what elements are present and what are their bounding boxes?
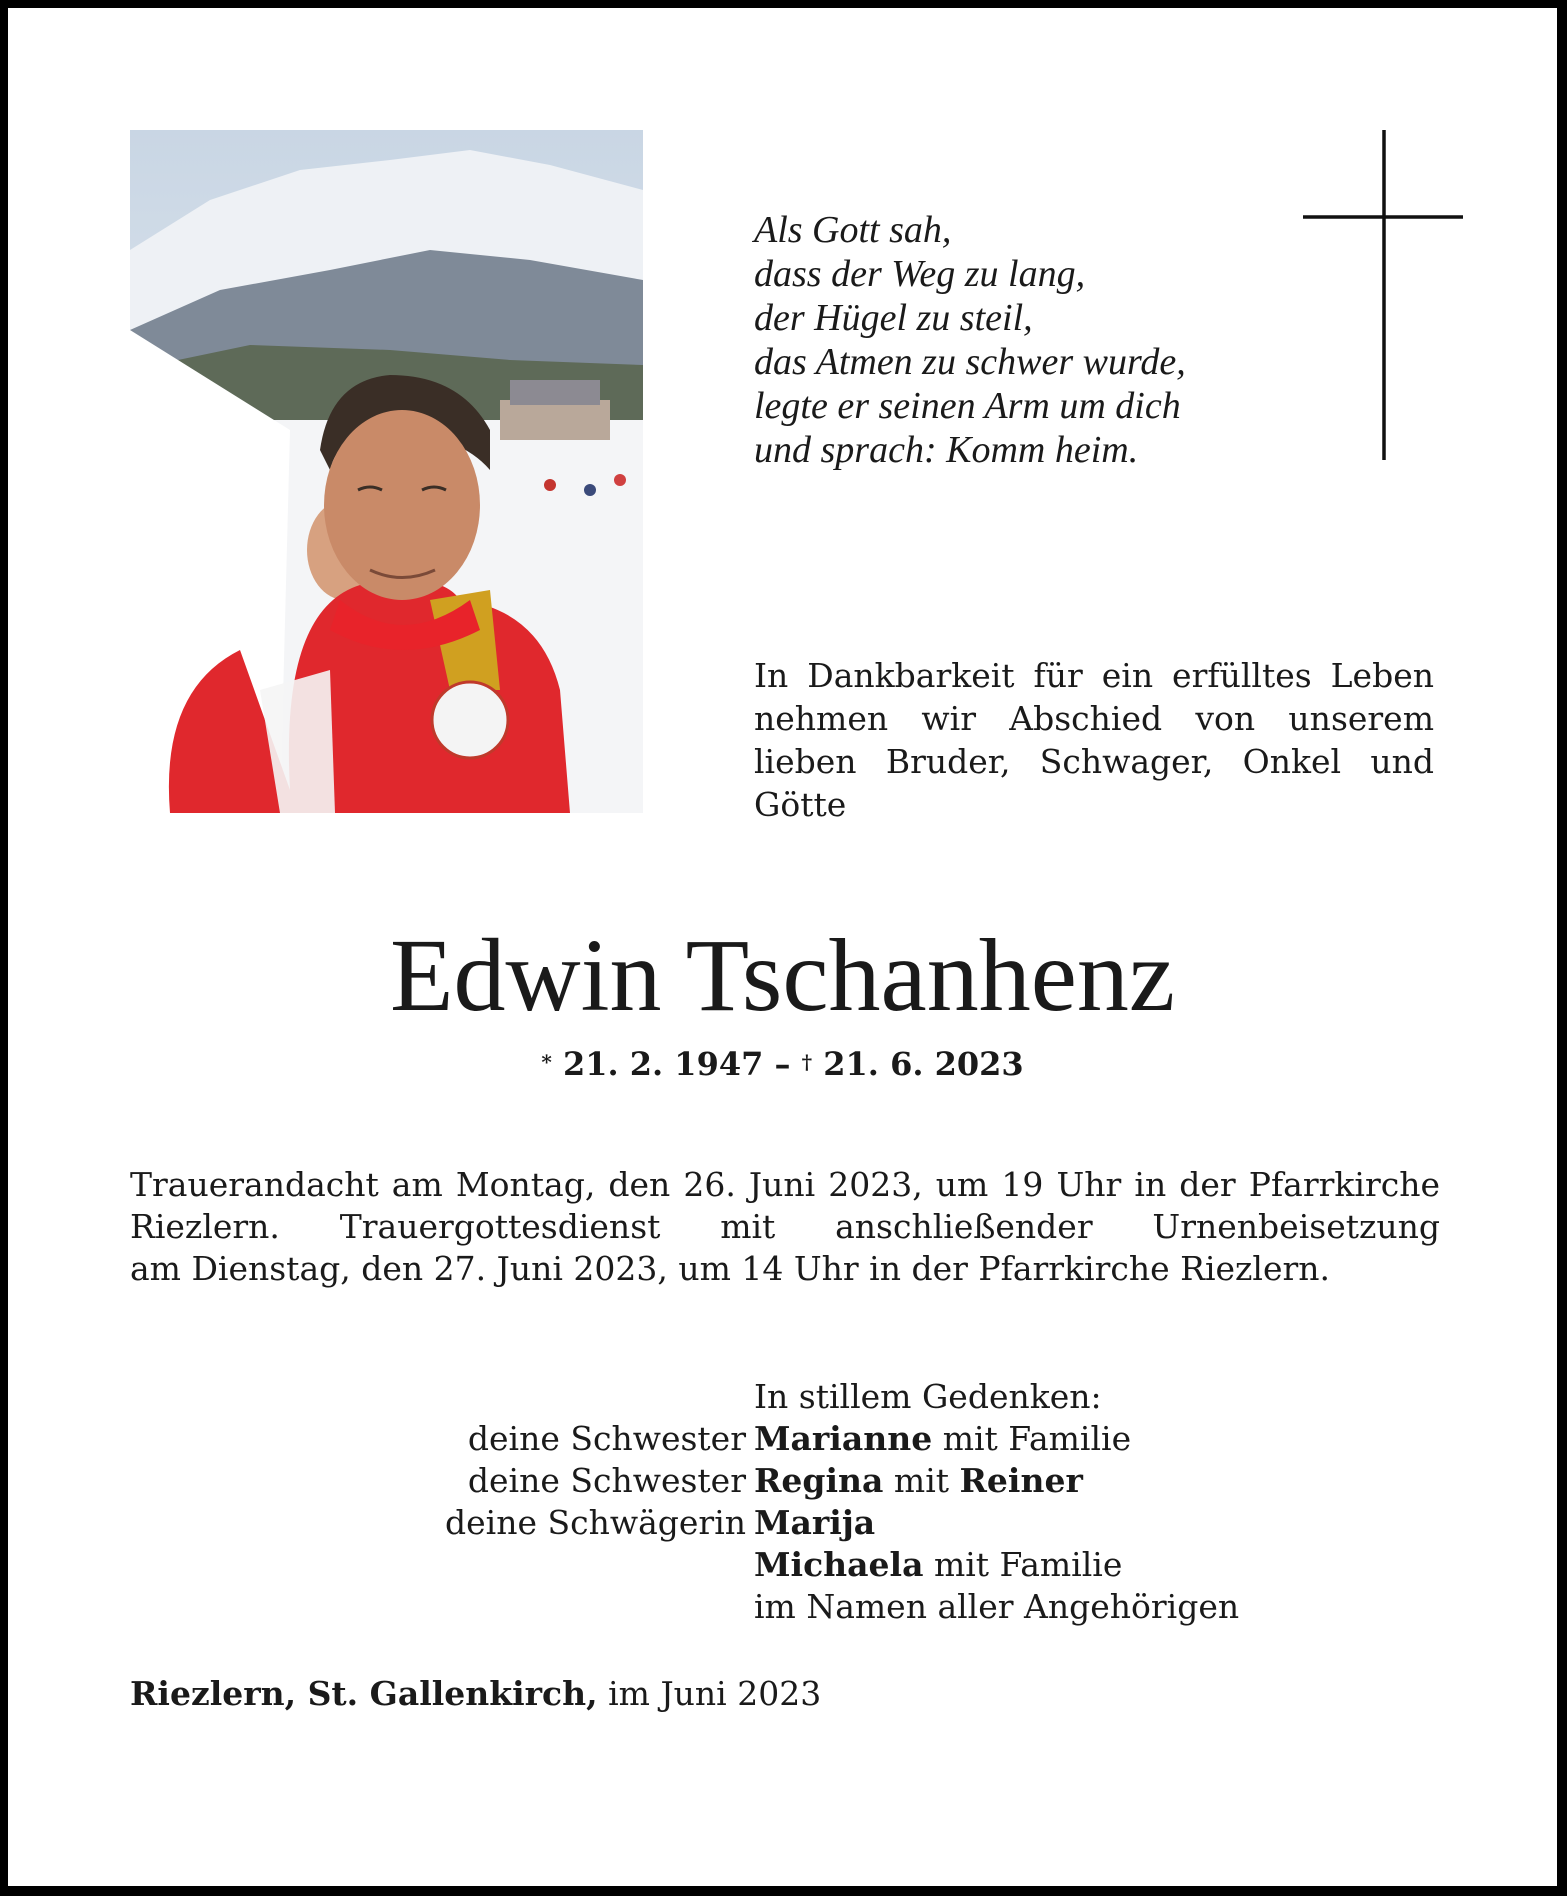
- obituary-card: [8, 8, 1557, 1886]
- mourner-relation: deine Schwester: [467, 1461, 746, 1500]
- birth-date: 21. 2. 1947: [562, 1045, 764, 1083]
- date-separator: –: [763, 1045, 802, 1083]
- mourners-closing: im Namen aller Angehörigen: [754, 1587, 1240, 1626]
- mourner-row: [130, 1502, 1440, 1544]
- mourner-name: Marianne: [754, 1419, 933, 1458]
- poem-line: Als Gott sah,: [754, 209, 952, 251]
- cross-icon: [1303, 130, 1463, 460]
- portrait-photo: [130, 130, 643, 813]
- signature-date: im Juni 2023: [597, 1674, 822, 1713]
- mourner-name: Marija: [754, 1503, 876, 1542]
- service-details: [130, 1164, 1440, 1290]
- mourner-suffix: mit Familie: [923, 1545, 1123, 1584]
- mourner-relation: deine Schwester: [467, 1419, 746, 1458]
- service-text: Trauerandacht am Montag, den 26. Juni 2023, um 19 Uhr in der Pfarrkirche Riezlern. Trauergottesdienst mit anschließender Urnenbeisetzung: [130, 1165, 1440, 1246]
- mourner-name: Regina: [754, 1461, 884, 1500]
- deceased-name: Edwin Tschanhenz: [389, 918, 1176, 1033]
- signature-places: Riezlern, St. Gallenkirch,: [130, 1674, 598, 1713]
- poem-line: der Hügel zu steil,: [754, 297, 1033, 339]
- mourner-relation: [130, 1544, 754, 1586]
- mourner-row: [130, 1544, 1440, 1586]
- mourner-suffix: mit: [883, 1461, 960, 1500]
- mourner-partner: Reiner: [959, 1461, 1083, 1500]
- poem-line: das Atmen zu schwer wurde,: [754, 341, 1186, 383]
- poem: [754, 208, 1294, 472]
- portrait-illustration: [130, 130, 643, 813]
- mourner-relation: deine Schwägerin: [445, 1503, 746, 1542]
- mourners-closing-row: [130, 1586, 1440, 1628]
- mourner-row: [130, 1418, 1440, 1460]
- service-text-last: am Dienstag, den 27. Juni 2023, um 14 Uhr in der Pfarrkirche Riezlern.: [130, 1249, 1331, 1288]
- death-symbol: †: [801, 1050, 813, 1074]
- place-date-signature: [130, 1673, 821, 1715]
- death-date: 21. 6. 2023: [823, 1045, 1024, 1083]
- mourner-row: [130, 1460, 1440, 1502]
- mourners-heading: In stillem Gedenken:: [754, 1377, 1102, 1416]
- mourners-block: [130, 1376, 1440, 1628]
- poem-line: legte er seinen Arm um dich: [754, 385, 1181, 427]
- life-dates: [8, 1044, 1557, 1088]
- mourner-name: Michaela: [754, 1545, 924, 1584]
- poem-line: und sprach: Komm heim.: [754, 429, 1139, 471]
- mourners-heading-row: [130, 1376, 1440, 1418]
- farewell-intro: In Dankbarkeit für ein erfülltes Leben nehmen wir Abschied von unserem lieben Bruder, Schwager, Onkel und Götte: [754, 656, 1434, 824]
- birth-symbol: *: [541, 1050, 552, 1074]
- poem-line: dass der Weg zu lang,: [754, 253, 1086, 295]
- mourner-suffix: mit Familie: [932, 1419, 1132, 1458]
